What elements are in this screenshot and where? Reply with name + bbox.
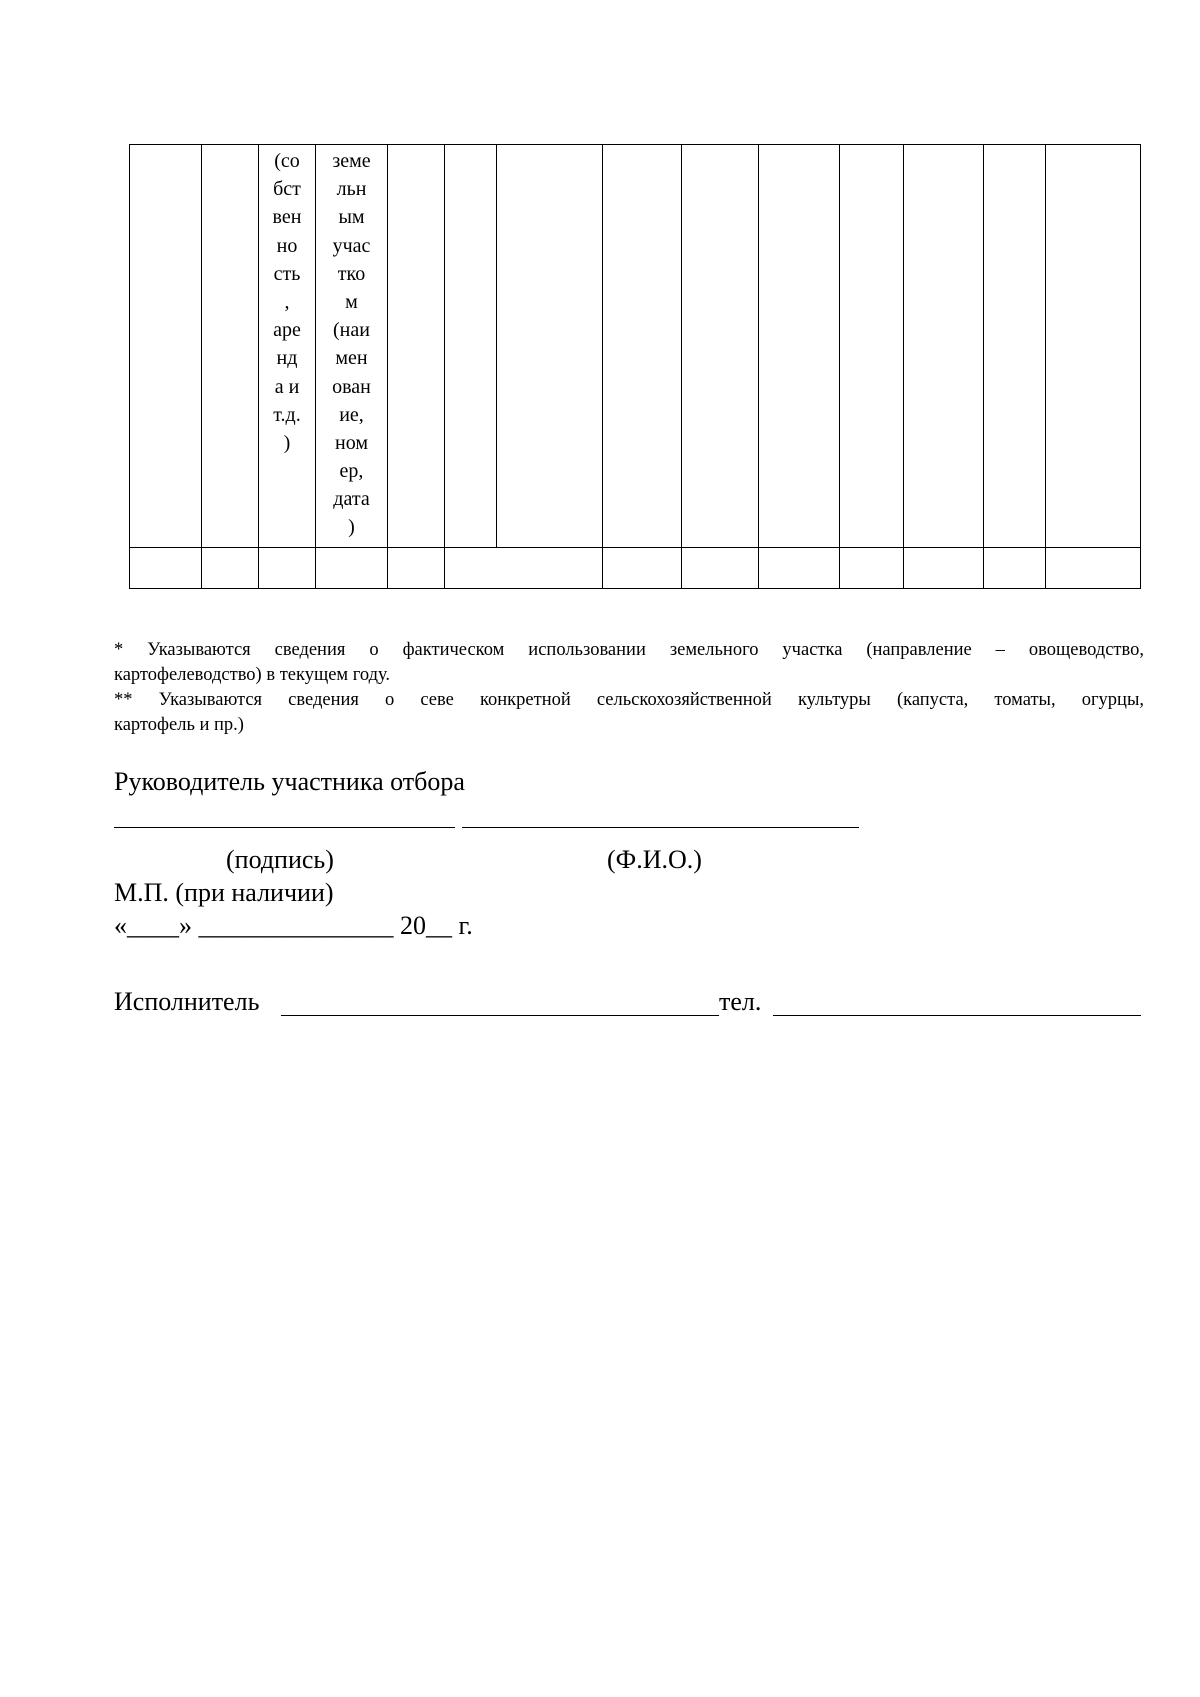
footnote-line: ** Указываются сведения о севе конкретной сельскохозяйственной культуры (капуста, томаты, огурцы, (114, 690, 1144, 710)
cell-text-line: льн (336, 178, 367, 201)
full-name-caption: (Ф.И.О.) (607, 845, 702, 874)
cell-text-line: сть (273, 262, 301, 285)
cell-text-line: ) (283, 431, 291, 454)
cell-text-line: но (276, 234, 298, 257)
stamp-label: М.П. (при наличии) (114, 878, 334, 907)
executor-label: Исполнитель (114, 987, 260, 1016)
footnote-line: * Указываются сведения о фактическом использовании земельного участка (направление – овощеводство, (114, 640, 1144, 660)
cell-text-line: ном (335, 431, 368, 454)
table-cell (603, 145, 682, 548)
table-cell (130, 548, 202, 589)
table-cell (130, 145, 202, 548)
table-cell (840, 548, 904, 589)
cell-text-line: аре (273, 319, 301, 342)
table-cell (388, 145, 445, 548)
table-cell-ownership-type (259, 145, 316, 548)
head-of-participant-label: Руководитель участника отбора (114, 767, 465, 796)
cell-text-ownership-type (259, 145, 315, 457)
cell-text-line: вен (272, 206, 302, 229)
footnote-actual-land-use (114, 638, 1144, 688)
cell-text-line: учас (332, 234, 371, 257)
signature-line[interactable] (114, 827, 455, 828)
cell-text-line: земе (332, 150, 371, 172)
footnote-line: картофель и пр.) (114, 715, 244, 735)
cell-text-line: мен (335, 347, 368, 370)
cell-text-line: бст (273, 178, 301, 201)
table-cell (445, 145, 497, 548)
phone-number-line[interactable] (773, 1015, 1141, 1016)
table-cell (904, 145, 984, 548)
table-cell-land-right-document (316, 145, 388, 548)
cell-text-line: ым (338, 206, 365, 229)
table-cell (1046, 145, 1141, 548)
cell-text-land-right-document (316, 145, 387, 542)
cell-text-line: тко (337, 262, 366, 285)
table-row (130, 145, 1141, 548)
cell-text-line: (со (274, 150, 300, 172)
table-cell (984, 548, 1046, 589)
table-cell (984, 145, 1046, 548)
date-line: «____» _______________ 20__ г. (114, 911, 473, 940)
cell-text-line: дата (333, 488, 370, 511)
cell-text-line: (наи (333, 319, 370, 342)
cell-text-line: ован (332, 375, 371, 398)
table-cell (497, 145, 603, 548)
table-cell (316, 548, 388, 589)
table-cell-merged (445, 548, 603, 589)
table-cell (603, 548, 682, 589)
data-table (129, 144, 1141, 589)
cell-text-line: нд (276, 347, 298, 370)
table-cell (259, 548, 316, 589)
cell-text-line: ие, (339, 403, 364, 426)
cell-text-line: а и (274, 375, 300, 398)
table-cell (682, 548, 759, 589)
phone-label: тел. (719, 987, 762, 1016)
cell-text-line: т.д. (273, 403, 301, 426)
table-cell (904, 548, 984, 589)
table-cell (759, 548, 840, 589)
table-cell (759, 145, 840, 548)
table-cell (202, 548, 259, 589)
table-cell (682, 145, 759, 548)
cell-text-line: , (284, 290, 290, 313)
cell-text-line: ер, (339, 460, 364, 483)
footnote-line: картофелеводство) в текущем году. (114, 665, 391, 685)
signature-caption: (подпись) (226, 845, 334, 874)
footnote-crop-sowing (114, 688, 1144, 738)
table-cell (388, 548, 445, 589)
cell-text-line: м (345, 290, 358, 313)
table-cell (1046, 548, 1141, 589)
table-cell (202, 145, 259, 548)
executor-name-line[interactable] (281, 1015, 719, 1016)
cell-text-line: ) (348, 516, 355, 539)
table-cell (840, 145, 904, 548)
table-row (130, 548, 1141, 589)
full-name-line[interactable] (462, 827, 859, 828)
